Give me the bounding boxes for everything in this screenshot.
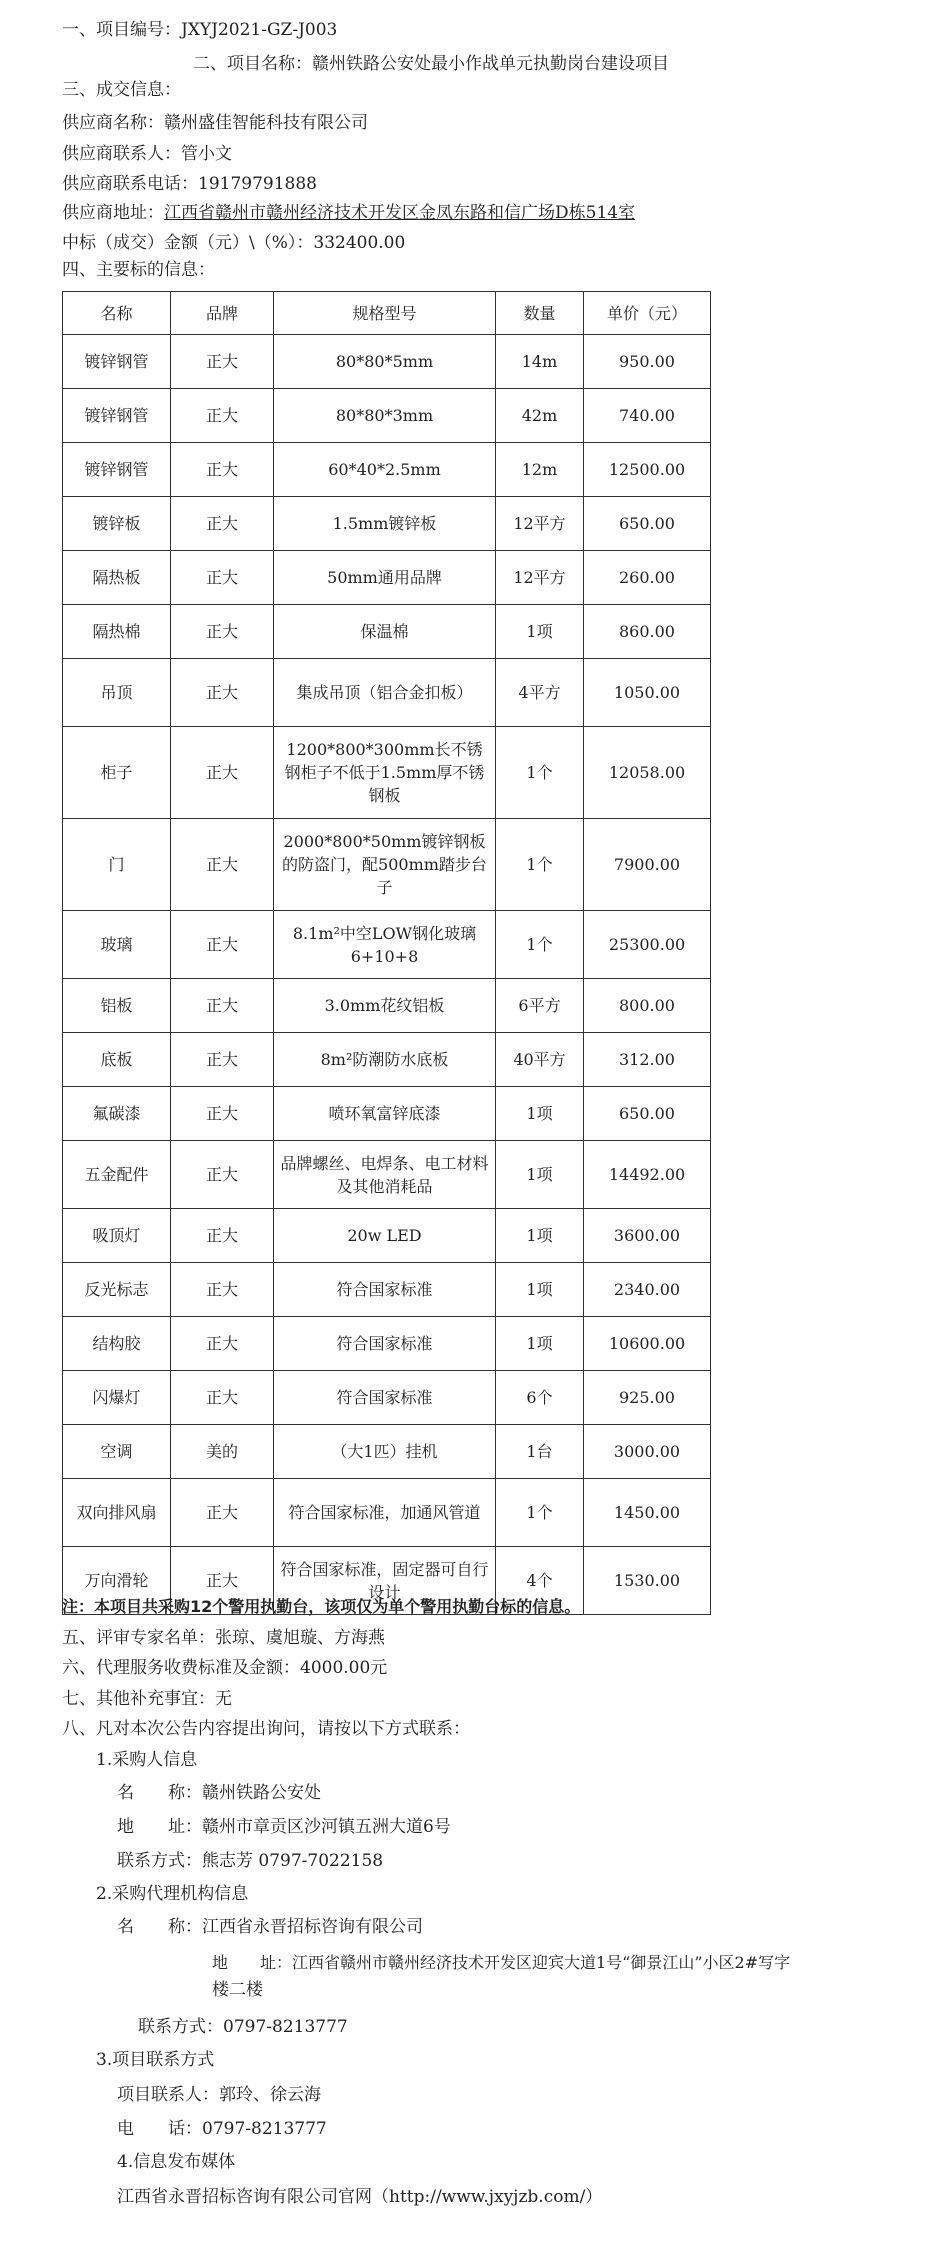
cell-brand: 正大 bbox=[171, 443, 274, 497]
cell-price: 14492.00 bbox=[584, 1141, 711, 1209]
cell-name: 闪爆灯 bbox=[63, 1371, 171, 1425]
cell-qty: 1项 bbox=[496, 1263, 584, 1317]
table-row bbox=[63, 605, 711, 659]
expert-list: 五、评审专家名单：张琼、虞旭璇、方海燕 bbox=[62, 1628, 385, 1648]
cell-spec: 2000*800*50mm镀锌钢板的防盗门，配500mm踏步台子 bbox=[274, 819, 496, 911]
agency-contact: 联系方式：0797-8213777 bbox=[138, 2017, 348, 2037]
cell-spec: 符合国家标准，加通风管道 bbox=[274, 1479, 496, 1547]
cell-price: 925.00 bbox=[584, 1371, 711, 1425]
cell-spec: 符合国家标准 bbox=[274, 1263, 496, 1317]
cell-qty: 4平方 bbox=[496, 659, 584, 727]
cell-price: 3000.00 bbox=[584, 1425, 711, 1479]
supplier-address-link[interactable]: 江西省赣州市赣州经济技术开发区金凤东路和信广场D栋514室 bbox=[164, 203, 636, 223]
cell-name: 吊顶 bbox=[63, 659, 171, 727]
cell-brand: 正大 bbox=[171, 911, 274, 979]
cell-price: 12500.00 bbox=[584, 443, 711, 497]
cell-brand: 正大 bbox=[171, 659, 274, 727]
cell-qty: 1项 bbox=[496, 1317, 584, 1371]
cell-name: 结构胶 bbox=[63, 1317, 171, 1371]
table-row bbox=[63, 659, 711, 727]
cell-brand: 正大 bbox=[171, 1141, 274, 1209]
cell-qty: 6个 bbox=[496, 1371, 584, 1425]
cell-price: 312.00 bbox=[584, 1033, 711, 1087]
cell-qty: 42m bbox=[496, 389, 584, 443]
table-row bbox=[63, 911, 711, 979]
cell-name: 五金配件 bbox=[63, 1141, 171, 1209]
cell-price: 1450.00 bbox=[584, 1479, 711, 1547]
cell-name: 镀锌钢管 bbox=[63, 389, 171, 443]
cell-qty: 4个 bbox=[496, 1547, 584, 1615]
cell-price: 12058.00 bbox=[584, 727, 711, 819]
cell-name: 隔热板 bbox=[63, 551, 171, 605]
cell-qty: 12m bbox=[496, 443, 584, 497]
cell-brand: 正大 bbox=[171, 1547, 274, 1615]
cell-qty: 1项 bbox=[496, 1209, 584, 1263]
agency-fee: 六、代理服务收费标准及金额：4000.00元 bbox=[62, 1658, 388, 1678]
cell-brand: 正大 bbox=[171, 1033, 274, 1087]
cell-name: 隔热棉 bbox=[63, 605, 171, 659]
supplier-contact: 供应商联系人：管小文 bbox=[62, 144, 232, 164]
cell-name: 双向排风扇 bbox=[63, 1479, 171, 1547]
agency-title: 2.采购代理机构信息 bbox=[96, 1884, 249, 1904]
items-title: 四、主要标的信息： bbox=[62, 260, 215, 280]
cell-spec: 60*40*2.5mm bbox=[274, 443, 496, 497]
cell-brand: 正大 bbox=[171, 1317, 274, 1371]
deal-amount: 中标（成交）金额（元）\（%）：332400.00 bbox=[62, 233, 406, 253]
cell-spec: 50mm通用品牌 bbox=[274, 551, 496, 605]
cell-price: 260.00 bbox=[584, 551, 711, 605]
cell-spec: 保温棉 bbox=[274, 605, 496, 659]
cell-name: 万向滑轮 bbox=[63, 1547, 171, 1615]
cell-price: 25300.00 bbox=[584, 911, 711, 979]
cell-spec: 品牌螺丝、电焊条、电工材料及其他消耗品 bbox=[274, 1141, 496, 1209]
cell-name: 柜子 bbox=[63, 727, 171, 819]
cell-qty: 12平方 bbox=[496, 497, 584, 551]
cell-price: 10600.00 bbox=[584, 1317, 711, 1371]
cell-spec: 喷环氧富锌底漆 bbox=[274, 1087, 496, 1141]
project-name: 二、项目名称：赣州铁路公安处最小作战单元执勤岗台建设项目 bbox=[193, 54, 669, 74]
cell-qty: 6平方 bbox=[496, 979, 584, 1033]
cell-spec: 20w LED bbox=[274, 1209, 496, 1263]
cell-price: 650.00 bbox=[584, 497, 711, 551]
table-row bbox=[63, 727, 711, 819]
cell-brand: 正大 bbox=[171, 389, 274, 443]
table-row bbox=[63, 551, 711, 605]
cell-price: 2340.00 bbox=[584, 1263, 711, 1317]
purchaser-title: 1.采购人信息 bbox=[96, 1750, 198, 1770]
cell-brand: 正大 bbox=[171, 1371, 274, 1425]
contact-title: 八、凡对本次公告内容提出询问，请按以下方式联系： bbox=[62, 1719, 470, 1739]
cell-spec: 1.5mm镀锌板 bbox=[274, 497, 496, 551]
project-contact-phone: 电 话：0797-8213777 bbox=[117, 2119, 327, 2139]
agency-name: 名 称：江西省永晋招标咨询有限公司 bbox=[117, 1917, 423, 1937]
cell-spec: 80*80*5mm bbox=[274, 335, 496, 389]
cell-spec: 符合国家标准 bbox=[274, 1371, 496, 1425]
table-header-row bbox=[63, 292, 711, 335]
cell-brand: 正大 bbox=[171, 979, 274, 1033]
other-matters: 七、其他补充事宜：无 bbox=[62, 1689, 232, 1709]
table-row bbox=[63, 335, 711, 389]
cell-name: 门 bbox=[63, 819, 171, 911]
supplier-address bbox=[62, 201, 635, 225]
cell-spec: 80*80*3mm bbox=[274, 389, 496, 443]
header-spec: 规格型号 bbox=[274, 292, 496, 335]
cell-name: 镀锌钢管 bbox=[63, 335, 171, 389]
cell-brand: 正大 bbox=[171, 1087, 274, 1141]
agency-address: 地 址：江西省赣州市赣州经济技术开发区迎宾大道1号“御景江山”小区2#写字 bbox=[212, 1953, 791, 1972]
cell-price: 1050.00 bbox=[584, 659, 711, 727]
header-name: 名称 bbox=[63, 292, 171, 335]
header-brand: 品牌 bbox=[171, 292, 274, 335]
table-row bbox=[63, 1317, 711, 1371]
table-row bbox=[63, 389, 711, 443]
cell-name: 反光标志 bbox=[63, 1263, 171, 1317]
cell-price: 950.00 bbox=[584, 335, 711, 389]
cell-name: 底板 bbox=[63, 1033, 171, 1087]
supplier-name: 供应商名称：赣州盛佳智能科技有限公司 bbox=[62, 113, 368, 133]
cell-qty: 40平方 bbox=[496, 1033, 584, 1087]
agency-address-line2: 楼二楼 bbox=[212, 1980, 263, 2000]
cell-brand: 正大 bbox=[171, 727, 274, 819]
cell-brand: 正大 bbox=[171, 1209, 274, 1263]
cell-qty: 12平方 bbox=[496, 551, 584, 605]
cell-price: 7900.00 bbox=[584, 819, 711, 911]
project-number: 一、项目编号：JXYJ2021-GZ-J003 bbox=[62, 20, 338, 40]
cell-price: 1530.00 bbox=[584, 1547, 711, 1615]
cell-spec: 集成吊顶（铝合金扣板） bbox=[274, 659, 496, 727]
table-row bbox=[63, 1425, 711, 1479]
header-price: 单价（元） bbox=[584, 292, 711, 335]
cell-qty: 1个 bbox=[496, 727, 584, 819]
cell-spec: 8.1m²中空LOW钢化玻璃6+10+8 bbox=[274, 911, 496, 979]
cell-brand: 正大 bbox=[171, 1263, 274, 1317]
cell-qty: 1项 bbox=[496, 1141, 584, 1209]
cell-name: 铝板 bbox=[63, 979, 171, 1033]
cell-price: 800.00 bbox=[584, 979, 711, 1033]
purchaser-contact: 联系方式：熊志芳 0797-7022158 bbox=[117, 1851, 384, 1871]
project-contact-title: 3.项目联系方式 bbox=[96, 2050, 215, 2070]
cell-qty: 1个 bbox=[496, 1479, 584, 1547]
media-site[interactable]: 江西省永晋招标咨询有限公司官网（http://www.jxyjzb.com/） bbox=[117, 2187, 603, 2207]
cell-qty: 1台 bbox=[496, 1425, 584, 1479]
table-row bbox=[63, 819, 711, 911]
cell-name: 镀锌板 bbox=[63, 497, 171, 551]
media-title: 4.信息发布媒体 bbox=[117, 2152, 236, 2172]
cell-spec: 符合国家标准 bbox=[274, 1317, 496, 1371]
purchaser-address: 地 址：赣州市章贡区沙河镇五洲大道6号 bbox=[117, 1817, 451, 1837]
cell-price: 740.00 bbox=[584, 389, 711, 443]
cell-brand: 正大 bbox=[171, 335, 274, 389]
cell-brand: 正大 bbox=[171, 1479, 274, 1547]
table-row bbox=[63, 1141, 711, 1209]
cell-qty: 1项 bbox=[496, 605, 584, 659]
cell-price: 650.00 bbox=[584, 1087, 711, 1141]
table-row bbox=[63, 1479, 711, 1547]
table-note: 注：本项目共采购12个警用执勤台，该项仅为单个警用执勤台标的信息。 bbox=[62, 1597, 581, 1616]
cell-spec: 1200*800*300mm长不锈钢柜子不低于1.5mm厚不锈钢板 bbox=[274, 727, 496, 819]
table-row bbox=[63, 979, 711, 1033]
cell-spec: 3.0mm花纹铝板 bbox=[274, 979, 496, 1033]
cell-spec: （大1匹）挂机 bbox=[274, 1425, 496, 1479]
cell-brand: 正大 bbox=[171, 819, 274, 911]
cell-brand: 美的 bbox=[171, 1425, 274, 1479]
table-row bbox=[63, 443, 711, 497]
project-contact-people: 项目联系人：郭玲、徐云海 bbox=[117, 2085, 321, 2105]
cell-spec: 8m²防潮防水底板 bbox=[274, 1033, 496, 1087]
supplier-address-label: 供应商地址： bbox=[62, 203, 164, 223]
cell-name: 玻璃 bbox=[63, 911, 171, 979]
cell-spec: 符合国家标准，固定器可自行设计 bbox=[274, 1547, 496, 1615]
cell-qty: 1项 bbox=[496, 1087, 584, 1141]
table-row bbox=[63, 1263, 711, 1317]
cell-qty: 1个 bbox=[496, 819, 584, 911]
table-row bbox=[63, 1087, 711, 1141]
supplier-phone: 供应商联系电话：19179791888 bbox=[62, 174, 317, 194]
deal-info-title: 三、成交信息： bbox=[62, 80, 181, 100]
table-row bbox=[63, 1371, 711, 1425]
table-row bbox=[63, 497, 711, 551]
cell-qty: 1个 bbox=[496, 911, 584, 979]
cell-name: 吸顶灯 bbox=[63, 1209, 171, 1263]
cell-brand: 正大 bbox=[171, 605, 274, 659]
cell-name: 空调 bbox=[63, 1425, 171, 1479]
cell-price: 860.00 bbox=[584, 605, 711, 659]
cell-price: 3600.00 bbox=[584, 1209, 711, 1263]
items-table bbox=[62, 291, 711, 1615]
cell-qty: 14m bbox=[496, 335, 584, 389]
cell-brand: 正大 bbox=[171, 551, 274, 605]
table-row bbox=[63, 1209, 711, 1263]
purchaser-name: 名 称：赣州铁路公安处 bbox=[117, 1783, 321, 1803]
cell-name: 镀锌钢管 bbox=[63, 443, 171, 497]
table-row bbox=[63, 1033, 711, 1087]
header-qty: 数量 bbox=[496, 292, 584, 335]
cell-brand: 正大 bbox=[171, 497, 274, 551]
cell-name: 氟碳漆 bbox=[63, 1087, 171, 1141]
